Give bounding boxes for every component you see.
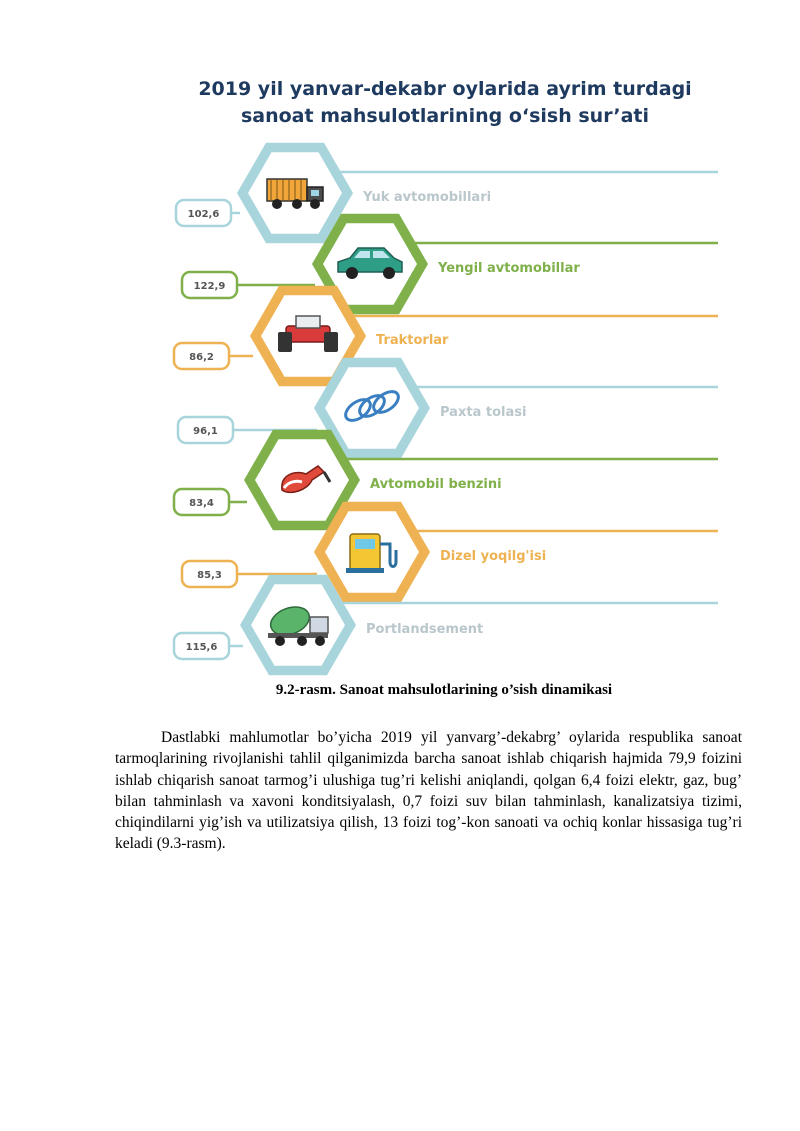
product-label: Avtomobil benzini — [370, 477, 502, 492]
value-text: 86,2 — [189, 352, 214, 363]
product-label: Yengil avtomobillar — [438, 261, 580, 276]
title-line-1: 2019 yil yanvar-dekabr oylarida ayrim turdagi — [198, 78, 692, 100]
product-label: Portlandsement — [366, 622, 484, 637]
product-item — [174, 575, 718, 675]
product-label: Yuk avtomobillari — [363, 190, 492, 205]
product-item — [176, 143, 718, 243]
product-item — [174, 286, 718, 386]
figure-caption: 9.2-rasm. Sanoat mahsulotlarining o’sish dinamikasi — [275, 682, 613, 698]
product-item — [174, 430, 718, 530]
value-text: 83,4 — [189, 498, 214, 509]
title-line-2: sanoat mahsulotlarining o‘sish sur’ati — [240, 105, 650, 127]
product-label: Traktorlar — [376, 333, 449, 348]
value-text: 102,6 — [187, 209, 220, 220]
value-text: 85,3 — [197, 570, 222, 581]
value-text: 115,6 — [185, 642, 218, 653]
product-label: Paxta tolasi — [440, 405, 527, 420]
product-label: Dizel yoqilg'isi — [440, 549, 547, 564]
value-text: 96,1 — [193, 426, 218, 437]
product-item — [178, 358, 718, 458]
value-text: 122,9 — [193, 281, 226, 292]
body-paragraph: Dastlabki mahlumotlar bo’yicha 2019 yil yanvarg’-dekabrg’ oylarida respublika sanoat tarmoqlarining rivojlanishi tahlil qilganimizda barcha sanoat ishlab chiqarish hajmida 79,9 foizini ishlab chiqarish sanoat tarmog’i ulushiga tug’ri kelishi aniqlandi, qolgan 6,4 foizi elektr, gaz, bug’ bilan tahminlash va xavoni konditsiyalash, 0,7 foizi suv bilan tahminlash, kanalizatsiya tizimi, chiqindilarni yig’ish va utilizatsiya qilish, 13 foizi tog’-kon sanoati va ochiq konlar hissasiga tug’ri keladi (9.3-rasm). — [115, 729, 742, 853]
